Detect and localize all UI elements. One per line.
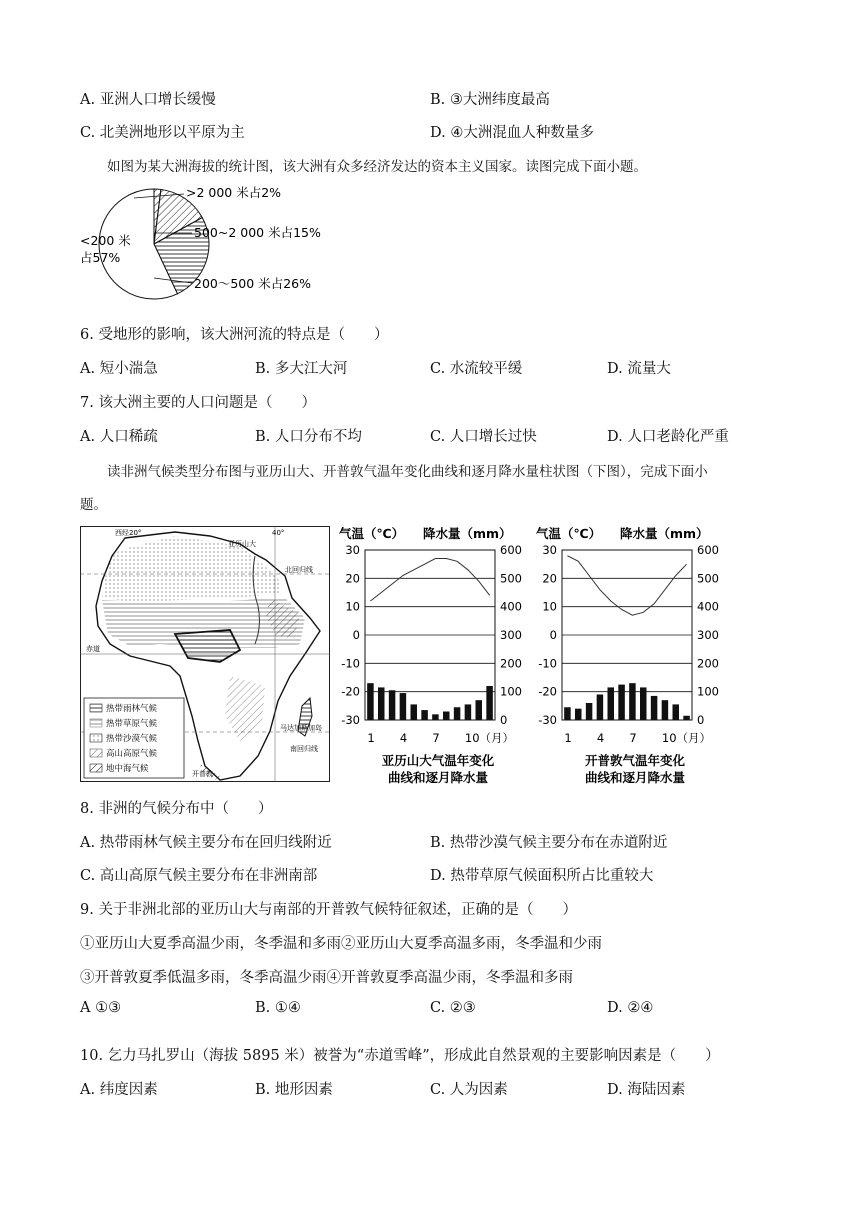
q8-option-a: A. 热带雨林气候主要分布在回归线附近	[80, 835, 332, 851]
alexandria-precip-bar	[421, 710, 428, 720]
q7-option-d: D. 人口老龄化严重	[607, 429, 729, 445]
capetown-precip-bar	[662, 700, 669, 720]
alexandria-precip-bar	[454, 707, 461, 720]
q10-stem: 10. 乞力马扎罗山（海拔 5895 米）被誉为“赤道雪峰”，形成此自然景观的主要影响因素是（ ）	[80, 1048, 720, 1064]
capetown-month-tick: 7	[629, 731, 637, 745]
q10-option-a: A. 纬度因素	[80, 1082, 158, 1098]
capetown-month-tick: 4	[596, 731, 605, 745]
alexandria-temp-tick: 20	[345, 571, 360, 586]
q9-option-c: C. ②③	[430, 1000, 476, 1016]
capetown-ylabel-precip: 降水量（mm）	[620, 526, 709, 541]
capetown-precip-bar	[597, 695, 604, 721]
intro-paragraph-2-line2: 题。	[80, 497, 107, 513]
alexandria-precip-tick: 500	[500, 571, 522, 586]
legend-mediterranean: 地中海气候	[106, 764, 149, 774]
alexandria-precip-tick: 0	[500, 713, 508, 727]
legend-rainforest: 热带雨林气候	[106, 704, 158, 714]
capetown-month-tick: 1	[564, 731, 572, 745]
africa-climate-map	[80, 526, 330, 782]
q7-stem: 7. 该大洲主要的人口问题是（ ）	[80, 395, 316, 411]
alexandria-caption-line2: 曲线和逐月降水量	[387, 770, 489, 785]
capetown-temp-tick: 10	[542, 599, 557, 614]
capetown-temp-tick: -10	[538, 656, 557, 671]
alexandria-precip-tick: 200	[500, 656, 522, 671]
alexandria-precip-tick: 400	[500, 599, 522, 614]
q6-option-b: B. 多大江大河	[255, 361, 348, 377]
capetown-precip-bar	[683, 716, 690, 720]
q5-option-a: A. 亚洲人口增长缓慢	[80, 92, 216, 108]
capetown-precip-bar	[586, 703, 593, 720]
alexandria-ylabel-precip: 降水量（mm）	[423, 526, 512, 541]
map-label-tropic-n: 北回归线	[285, 566, 313, 574]
alexandria-precip-bar	[378, 687, 385, 720]
q5-option-b: B. ③大洲纬度最高	[430, 92, 550, 108]
alexandria-climate-chart	[333, 524, 531, 786]
q5-option-d: D. ④大洲混血人种数量多	[430, 125, 594, 141]
pie-label-500-2000: 500~2 000 米占15%	[194, 225, 321, 240]
q10-option-b: B. 地形因素	[255, 1082, 333, 1098]
capetown-month-tick: 10（月）	[661, 731, 712, 745]
alexandria-temp-tick: -30	[341, 713, 360, 727]
alexandria-temp-tick: -20	[341, 684, 360, 699]
q5-option-c: C. 北美洲地形以平原为主	[80, 125, 245, 141]
q8-option-d: D. 热带草原气候面积所占比重较大	[430, 868, 654, 884]
q7-option-c: C. 人口增长过快	[430, 429, 537, 445]
q9-statement-line1: ①亚历山大夏季高温少雨，冬季温和多雨②亚历山大夏季高温多雨，冬季温和少雨	[80, 936, 602, 952]
q9-stem: 9. 关于非洲北部的亚历山大与南部的开普敦气候特征叙述，正确的是（ ）	[80, 902, 577, 918]
alexandria-caption-line1: 亚历山大气温年变化	[381, 753, 495, 768]
alexandria-temp-tick: 30	[345, 543, 360, 557]
capetown-temp-tick: -30	[538, 713, 557, 727]
alexandria-precip-bar	[465, 704, 472, 720]
intro-paragraph-1: 如图为某大洲海拔的统计图，该大洲有众多经济发达的资本主义国家。读图完成下面小题。	[107, 159, 647, 175]
q6-option-c: C. 水流较平缓	[430, 361, 523, 377]
capetown-precip-bar	[575, 709, 582, 720]
q8-option-c: C. 高山高原气候主要分布在非洲南部	[80, 868, 318, 884]
pie-label-gt2000: >2 000 米占2%	[186, 185, 282, 200]
capetown-temp-tick: 30	[542, 543, 557, 557]
q6-stem: 6. 受地形的影响，该大洲河流的特点是（ ）	[80, 327, 389, 343]
alexandria-precip-bar	[443, 712, 450, 721]
q7-option-a: A. 人口稀疏	[80, 429, 158, 445]
alexandria-precip-bar	[411, 704, 418, 720]
legend-highland: 高山高原气候	[106, 749, 158, 759]
alexandria-precip-bar	[389, 690, 396, 720]
q9-option-a: A ①③	[80, 1000, 122, 1016]
map-label-equator: 赤道	[86, 645, 100, 653]
alexandria-temp-curve	[370, 559, 489, 602]
capetown-precip-bar	[651, 696, 658, 720]
legend-desert: 热带沙漠气候	[106, 734, 158, 744]
alexandria-precip-bar	[367, 683, 374, 720]
capetown-precip-bar	[564, 707, 571, 720]
alexandria-temp-tick: -10	[341, 656, 360, 671]
capetown-precip-bar	[629, 683, 636, 720]
alexandria-ylabel-temp: 气温（℃）	[339, 526, 405, 541]
alexandria-precip-bar	[400, 693, 407, 720]
capetown-caption-line1: 开普敦气温年变化	[584, 753, 686, 768]
map-label-tropic-s: 南回归线	[290, 745, 318, 753]
alexandria-month-tick: 4	[399, 731, 408, 745]
alexandria-precip-bar	[432, 714, 439, 720]
capetown-temp-tick: 0	[549, 628, 557, 642]
q9-option-d: D. ②④	[607, 1000, 654, 1016]
capetown-precip-tick: 600	[697, 543, 719, 557]
map-label-alexandria: 亚历山大	[228, 540, 256, 548]
q6-option-d: D. 流量大	[607, 361, 671, 377]
elevation-pie-chart	[74, 180, 364, 314]
q10-option-c: C. 人为因素	[430, 1082, 508, 1098]
capetown-ylabel-temp: 气温（℃）	[536, 526, 602, 541]
map-label-lon20w: 西经20°	[115, 529, 142, 537]
alexandria-precip-tick: 300	[500, 628, 522, 642]
alexandria-temp-tick: 10	[345, 599, 360, 614]
alexandria-precip-tick: 600	[500, 543, 522, 557]
capetown-temp-tick: 20	[542, 571, 557, 586]
q9-statement-line2: ③开普敦夏季低温多雨，冬季高温少雨④开普敦夏季高温少雨，冬季温和多雨	[80, 970, 573, 986]
capetown-climate-chart	[530, 524, 728, 786]
capetown-precip-bar	[618, 685, 625, 720]
map-label-lon40e: 40°	[272, 529, 285, 537]
alexandria-precip-bar	[486, 686, 493, 720]
map-label-capetown: 开普敦	[192, 770, 213, 778]
q9-option-b: B. ①④	[255, 1000, 301, 1016]
intro-paragraph-2-line1: 读非洲气候类型分布图与亚历山大、开普敦气温年变化曲线和逐月降水量柱状图（下图），完成下面小	[107, 464, 708, 480]
alexandria-precip-tick: 100	[500, 684, 522, 699]
capetown-precip-tick: 500	[697, 571, 719, 586]
q10-option-d: D. 海陆因素	[607, 1082, 686, 1098]
q8-option-b: B. 热带沙漠气候主要分布在赤道附近	[430, 835, 668, 851]
capetown-precip-bar	[608, 687, 615, 720]
alexandria-month-tick: 7	[432, 731, 440, 745]
capetown-caption-line2: 曲线和逐月降水量	[584, 770, 686, 785]
map-label-madagascar: 马达加斯加岛	[280, 724, 322, 732]
pie-label-lt200-line1: <200 米	[80, 233, 131, 248]
pie-label-lt200-line2: 占57%	[80, 250, 121, 265]
alexandria-month-tick: 1	[367, 731, 375, 745]
alexandria-temp-tick: 0	[352, 628, 360, 642]
capetown-precip-bar	[640, 687, 647, 720]
capetown-precip-tick: 200	[697, 656, 719, 671]
q7-option-b: B. 人口分布不均	[255, 429, 362, 445]
q8-stem: 8. 非洲的气候分布中（ ）	[80, 801, 273, 817]
alexandria-month-tick: 10（月）	[464, 731, 515, 745]
capetown-temp-tick: -20	[538, 684, 557, 699]
capetown-precip-tick: 300	[697, 628, 719, 642]
capetown-precip-tick: 100	[697, 684, 719, 699]
capetown-precip-tick: 0	[697, 713, 705, 727]
legend-savanna: 热带草原气候	[106, 719, 158, 729]
capetown-precip-tick: 400	[697, 599, 719, 614]
pie-label-200-500: 200～500 米占26%	[194, 276, 311, 291]
capetown-precip-bar	[673, 704, 680, 720]
alexandria-precip-bar	[476, 700, 483, 720]
q6-option-a: A. 短小湍急	[80, 361, 158, 377]
